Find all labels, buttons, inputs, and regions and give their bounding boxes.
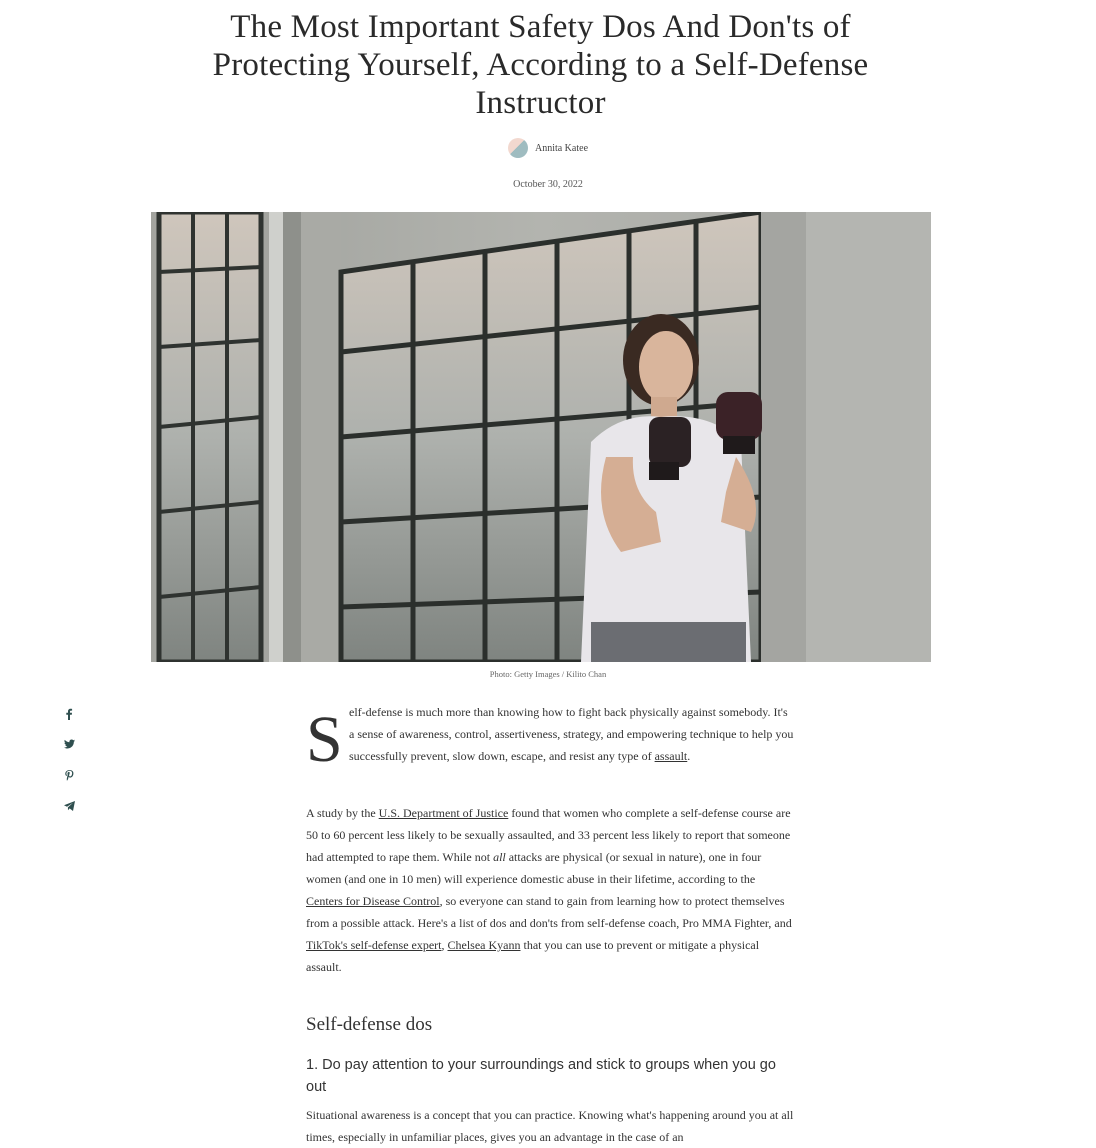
share-twitter-button[interactable] [58, 739, 80, 761]
pinterest-icon [65, 770, 74, 781]
section-heading: Self-defense dos [306, 1014, 433, 1035]
photo-credit: Photo: Getty Images / Kilito Chan [489, 669, 607, 679]
intro-text-before: elf-defense is much more than knowing how to fight back physically against somebody. It's a sense of awareness, control, assertiveness, strategy, and empowering technique to help you successfully prevent, slow down, escape, and resist any type of [349, 705, 794, 763]
study-emphasis: all [493, 850, 506, 864]
doj-link[interactable]: U.S. Department of Justice [378, 806, 509, 820]
study-text-4: , so everyone can stand to gain from learning how to protect themselves from a possible attack. Here's a list of dos and don'ts from self-defense coach, Pro MMA Fighter, and [306, 894, 792, 930]
twitter-icon [64, 739, 75, 749]
publish-date: October 30, 2022 [513, 179, 583, 190]
study-text-3: attacks are physical (or sexual in nature), one in four women (and one in 10 men) will experience domestic abuse in their lifetime, according to the [306, 850, 762, 886]
share-bar [58, 703, 80, 832]
chelsea-kyann-link[interactable]: Chelsea Kyann [447, 938, 521, 952]
author-avatar[interactable] [508, 138, 528, 158]
drop-cap: S [306, 703, 343, 776]
study-text-1: A study by the [306, 806, 379, 820]
situational-awareness-paragraph: Situational awareness is a concept that you can practice. Knowing what's happening around you at all times, especially in unfamiliar places, gives you an advantage in the case of an [306, 1108, 794, 1144]
study-text-6: that you can use to prevent or mitigate a physical assault. [306, 938, 760, 974]
article-body [306, 701, 794, 1148]
item-1-heading: 1. Do pay attention to your surroundings and stick to groups when you go out [306, 1057, 776, 1095]
send-icon [64, 801, 75, 811]
hero-image [151, 212, 931, 662]
assault-link[interactable]: assault [654, 749, 688, 763]
article-title: The Most Important Safety Dos And Don'ts of Protecting Yourself, According to a Self-Defense Instructor [212, 9, 869, 121]
share-pinterest-button[interactable] [58, 770, 80, 792]
author-byline[interactable] [0, 138, 1096, 158]
facebook-icon [64, 708, 74, 720]
author-name[interactable]: Annita Katee [534, 142, 589, 154]
share-email-button[interactable] [58, 801, 80, 823]
intro-text [349, 701, 794, 767]
study-text-2: found that women who complete a self-defense course are 50 to 60 percent less likely to be sexually assaulted, and 33 percent less likely to report that someone had attempted to rape them. While not [306, 806, 791, 864]
cdc-link[interactable]: Centers for Disease Control [306, 894, 440, 908]
share-facebook-button[interactable] [58, 708, 80, 730]
study-text-5: , [441, 938, 448, 952]
intro-paragraph [306, 701, 794, 789]
study-paragraph [306, 802, 794, 978]
hero-illustration [151, 212, 931, 662]
intro-text-after: . [687, 749, 691, 763]
tiktok-expert-link[interactable]: TikTok's self-defense expert [306, 938, 442, 952]
